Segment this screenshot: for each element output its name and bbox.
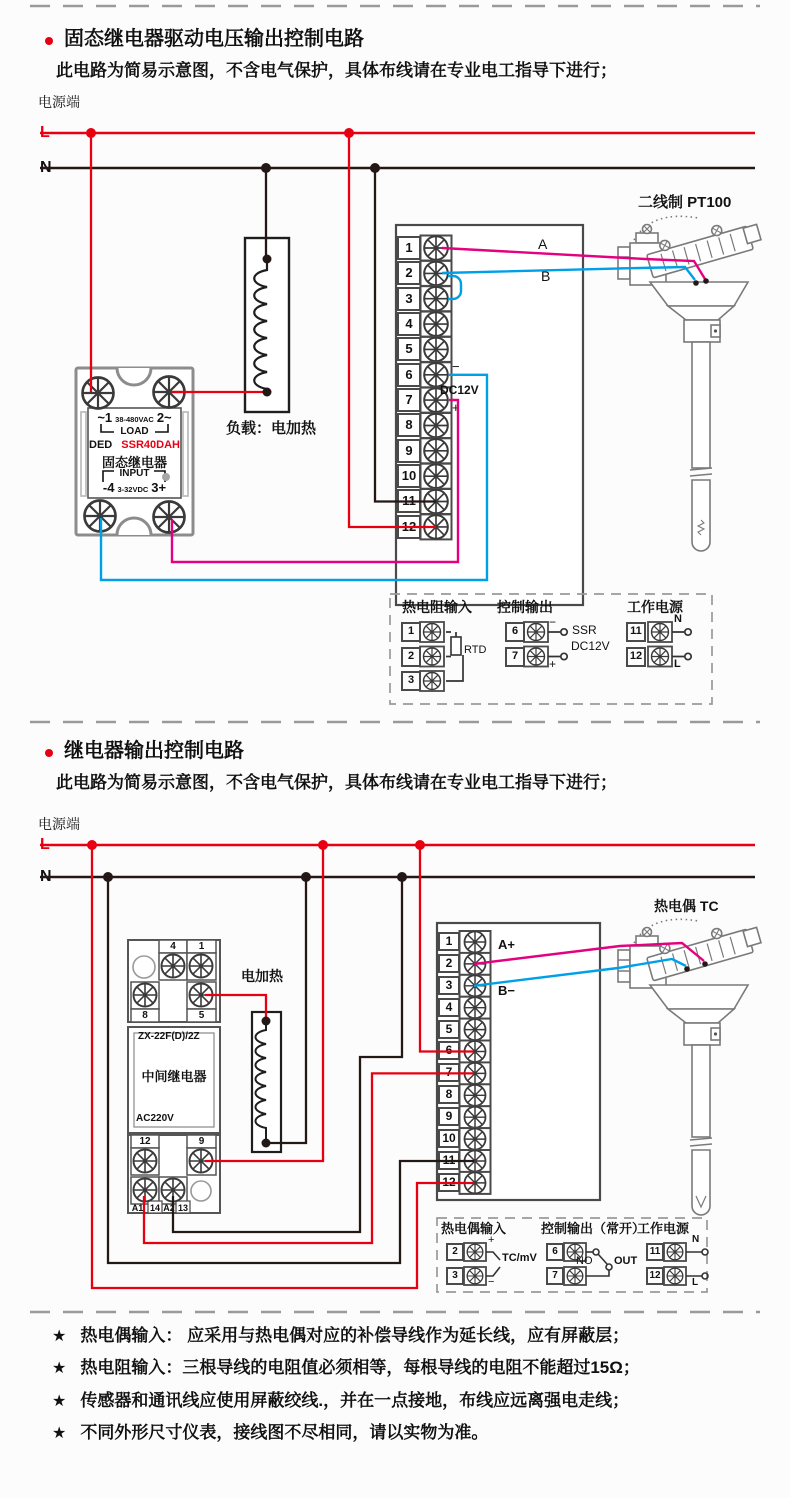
controller-1 xyxy=(396,225,583,605)
relay-name: 中间继电器 xyxy=(141,1069,207,1084)
line-l-label-2: L xyxy=(40,836,50,853)
ssr-load-label: LOAD xyxy=(120,426,149,437)
legend1-minus: − xyxy=(549,615,557,629)
line-n-label-1: N xyxy=(40,159,52,176)
relay-terminal-14: 14 xyxy=(149,1203,160,1213)
ssr-name: 固态继电器 xyxy=(101,455,167,470)
load-label: 负载：电加热 xyxy=(226,420,317,437)
relay-terminal-a2: A2 xyxy=(163,1203,175,1213)
star-icon: ★ xyxy=(52,1393,67,1410)
note-text: 热电偶输入： 应采用与热电偶对应的补偿导线作为延长线，应有屏蔽层； xyxy=(80,1326,630,1345)
legend1-n: N xyxy=(674,613,682,625)
line-n-label-2: N xyxy=(40,868,52,885)
section2-subtitle: 此电路为简易示意图，不含电气保护，具体布线请在专业电工指导下进行； xyxy=(56,773,617,792)
legend1-plus: + xyxy=(549,657,557,671)
terminal-number: 5 xyxy=(438,1020,460,1039)
note-line xyxy=(52,1321,629,1346)
terminal-number: 10 xyxy=(438,1129,460,1148)
terminal-number: 3 xyxy=(397,287,421,311)
note-line xyxy=(52,1418,488,1443)
ssr-label-block xyxy=(88,408,181,498)
heater2-label: 电加热 xyxy=(241,968,283,984)
legend2-l: L xyxy=(692,1277,699,1288)
rtd-label: RTD xyxy=(464,644,487,656)
terminal-number: 7 xyxy=(397,388,421,412)
ssr-model: SSR40DAH xyxy=(121,439,180,451)
terminal-number: 1 xyxy=(401,622,421,642)
legend2-pwr-title: 工作电源 xyxy=(637,1221,690,1236)
legend2-n: N xyxy=(692,1234,700,1245)
legend2-tc-terminals xyxy=(446,1243,464,1291)
ssr-dc-range: 3-32VDC xyxy=(117,485,149,494)
terminal-number: 12 xyxy=(397,515,421,539)
relay-terminal-13: 13 xyxy=(177,1203,188,1213)
section2-title: 继电器输出控制电路 xyxy=(64,740,244,762)
terminal-number: 7 xyxy=(505,647,525,667)
legend2-out-label: OUT xyxy=(614,1255,638,1267)
terminal-number: 12 xyxy=(646,1267,664,1285)
legend1-rtd-title: 热电阻输入 xyxy=(402,599,472,615)
terminal-number: 3 xyxy=(401,671,421,691)
heater-2 xyxy=(252,1012,281,1152)
terminal-number: 2 xyxy=(438,954,460,973)
ssr-input-label: INPUT xyxy=(119,468,150,479)
relay-terminal-1: 1 xyxy=(198,941,205,952)
legend2-out-title: 控制输出（常开） xyxy=(541,1221,646,1236)
tc-title: 热电偶 TC xyxy=(654,898,719,914)
note-text: 传感器和通讯线应使用屏蔽绞线.，并在一点接地，布线应远离强电走线； xyxy=(80,1391,630,1410)
terminal-number: 5 xyxy=(397,337,421,361)
relay-terminal-8: 8 xyxy=(142,1010,148,1021)
terminal-number: 8 xyxy=(397,413,421,437)
terminal-number: 11 xyxy=(438,1151,460,1170)
terminal-number: 10 xyxy=(397,464,421,488)
terminal-number: 12 xyxy=(626,647,646,667)
legend2-tc-label: TC/mV xyxy=(502,1252,537,1264)
legend1-out-terminals xyxy=(505,622,525,671)
ssr-ac-range: 38-480VAC xyxy=(115,415,154,424)
ssr-ac-left: ~1 xyxy=(97,410,113,425)
terminal-number: 1 xyxy=(438,932,460,951)
line-l-label-1: L xyxy=(40,124,50,141)
tc-sensor xyxy=(618,918,763,1215)
heater-1 xyxy=(245,238,289,412)
star-icon: ★ xyxy=(52,1360,67,1377)
terminal-number: 4 xyxy=(397,312,421,336)
legend1-pwr-title: 工作电源 xyxy=(627,599,683,615)
terminal-number: 1 xyxy=(397,236,421,260)
terminal-number: 2 xyxy=(401,647,421,667)
terminal-number: 2 xyxy=(397,261,421,285)
meter1-minus: − xyxy=(452,359,460,374)
meter1-dc12v: DC12V xyxy=(440,383,479,397)
relay-terminal-5: 5 xyxy=(198,1010,205,1021)
note-line xyxy=(52,1386,629,1411)
legend1-dc12v-label: DC12V xyxy=(571,639,610,653)
note-text: 热电阻输入：三根导线的电阻值必须相等，每根导线的电阻不能超过15Ω； xyxy=(80,1358,640,1377)
meter1-plus: + xyxy=(452,400,460,415)
legend1-ssr-label: SSR xyxy=(572,623,597,637)
note-text: 不同外形尺寸仪表，接线图不尽相同，请以实物为准。 xyxy=(80,1423,489,1442)
ssr-dc-left: -4 xyxy=(102,480,115,495)
meter2-terminal-numbers xyxy=(438,932,460,1195)
ssr-brand: DED xyxy=(89,439,113,451)
legend2-no-label: NO xyxy=(576,1255,593,1267)
terminal-number: 6 xyxy=(438,1041,460,1060)
relay-model: ZX-22F(D)/2Z xyxy=(138,1031,200,1042)
relay-terminal-12: 12 xyxy=(139,1136,151,1147)
controller-2 xyxy=(437,923,600,1200)
terminal-number: 11 xyxy=(646,1243,664,1261)
legend1-out-title: 控制输出 xyxy=(497,599,553,615)
wire-b-minus-label: B− xyxy=(498,983,515,998)
terminal-number: 2 xyxy=(446,1243,464,1261)
relay-terminal-4: 4 xyxy=(170,941,176,952)
relay-terminal-9: 9 xyxy=(198,1136,205,1147)
terminal-number: 7 xyxy=(438,1063,460,1082)
terminal-number: 6 xyxy=(397,363,421,387)
legend2-minus: − xyxy=(488,1276,495,1288)
terminal-number: 11 xyxy=(626,622,646,642)
terminal-number: 9 xyxy=(438,1107,460,1126)
legend1-l: L xyxy=(674,658,681,670)
power-terminal-label-2: 电源端 xyxy=(38,816,80,832)
legend1-rtd-terminals xyxy=(401,622,421,696)
section2-bullet-icon xyxy=(45,749,53,757)
wire-a-label: A xyxy=(538,236,548,252)
meter1-terminal-numbers xyxy=(397,236,421,540)
relay-voltage: AC220V xyxy=(136,1113,174,1124)
legend2-plus: + xyxy=(488,1234,495,1246)
pt100-title: 二线制 PT100 xyxy=(638,194,732,211)
terminal-number: 12 xyxy=(438,1173,460,1192)
legend1-pwr-terminals xyxy=(626,622,646,671)
terminal-number: 3 xyxy=(438,976,460,995)
terminal-number: 11 xyxy=(397,489,421,513)
relay-terminal-a1: A1 xyxy=(131,1203,144,1213)
wire-b-label: B xyxy=(541,268,551,284)
wire-a-plus-label: A+ xyxy=(498,937,515,952)
legend2-pwr-terminals xyxy=(646,1243,664,1291)
ssr-ac-right: 2~ xyxy=(156,410,172,425)
star-icon: ★ xyxy=(52,1425,67,1442)
legend2-out-terminals xyxy=(546,1243,564,1291)
star-icon: ★ xyxy=(52,1328,67,1345)
ssr-dc-right: 3+ xyxy=(151,480,167,495)
pt100-sensor xyxy=(618,215,763,551)
terminal-number: 9 xyxy=(397,439,421,463)
terminal-number: 6 xyxy=(505,622,525,642)
section1-title: 固态继电器驱动电压输出控制电路 xyxy=(64,28,364,50)
terminal-number: 7 xyxy=(546,1267,564,1285)
terminal-number: 3 xyxy=(446,1267,464,1285)
terminal-number: 6 xyxy=(546,1243,564,1261)
legend2-tc-title: 热电偶输入 xyxy=(441,1221,507,1236)
terminal-number: 4 xyxy=(438,998,460,1017)
section1-bullet-icon xyxy=(45,37,53,45)
section1-subtitle: 此电路为简易示意图，不含电气保护，具体布线请在专业电工指导下进行； xyxy=(56,61,617,80)
terminal-number: 8 xyxy=(438,1085,460,1104)
note-line xyxy=(52,1353,640,1378)
power-terminal-label-1: 电源端 xyxy=(38,94,80,110)
